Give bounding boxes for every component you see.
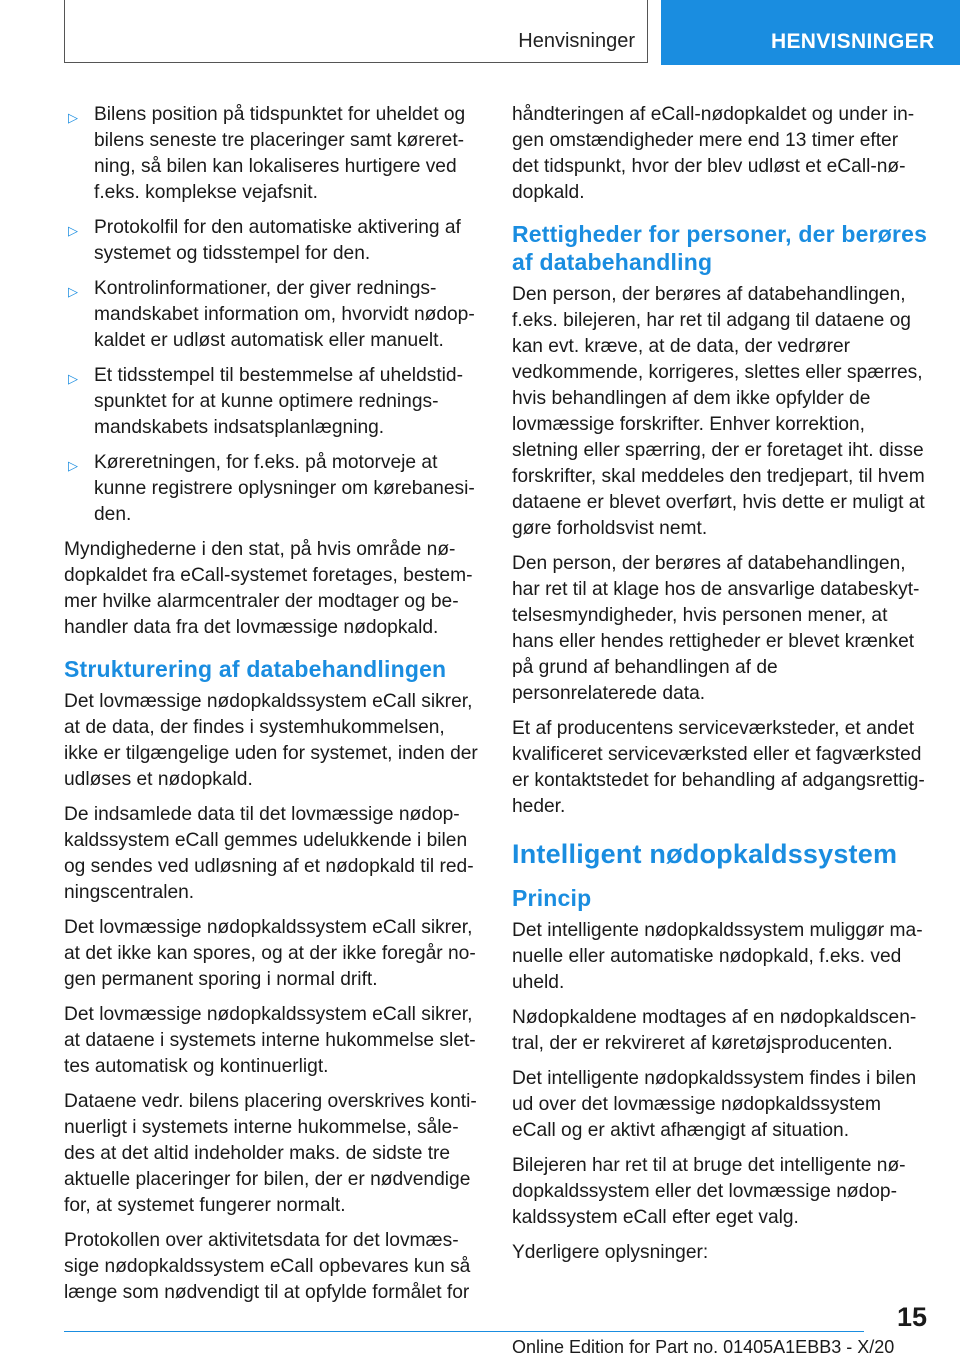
list-item — [64, 215, 480, 267]
paragraph: Dataene vedr. bilens placering overskrives kontinuerligt i systemets interne hukommelse, således at det altid indeholder maks. de sidste tre aktuelle placeringer for bilen, der er nødvendige for, at systemet fungerer normalt. — [64, 1091, 477, 1216]
footer-divider — [64, 1331, 864, 1332]
left-column — [64, 102, 480, 1315]
list-item — [64, 450, 480, 528]
list-item — [64, 102, 480, 206]
edition-footer: Online Edition for Part no. 01405A1EBB3 - X/20 — [512, 1337, 895, 1357]
bullet-text: Et tidsstempel til bestemmelse af uheldstidspunktet for at kunne optimere redningsmandskabets indsatsplanlægning. — [94, 365, 463, 438]
triangle-bullet-icon: ▷ — [68, 284, 78, 299]
triangle-bullet-icon: ▷ — [68, 458, 78, 473]
paragraph: Den person, der berøres af databehandlingen, f.eks. bilejeren, har ret til adgang til dataene og kan evt. kræve, at de data, der vedrører vedkommende, korrigeres, slettes eller spærres, hvis behandlingen af dem ikke opfylder de lovmæssige forskrifter. Enhver korrektion, sletning eller spærring, der er foretaget iht. disse forskrifter, skal meddeles den tredjepart, til hvem dataene er blevet overført, hvis dette er muligt at gøre forholdsvist nemt. — [512, 284, 925, 539]
triangle-bullet-icon: ▷ — [68, 371, 78, 386]
page-number: 15 — [896, 1302, 927, 1332]
paragraph: Et af producentens serviceværksteder, et andet kvalificeret serviceværksted eller et fagværksted er kontaktstedet for behandling af adgangsrettigheder. — [512, 718, 925, 817]
paragraph: Protokollen over aktivitetsdata for det lovmæssige nødopkaldssystem eCall opbevares kun så længe som nødvendigt til at opfylde formålet for — [64, 1230, 471, 1303]
bullet-text: Køreretningen, for f.eks. på motorveje at kunne registrere oplysninger om kørebanesiden. — [94, 452, 475, 525]
data-bullet-list — [64, 102, 480, 528]
paragraph: De indsamlede data til det lovmæssige nødopkaldssystem eCall gemmes udelukkende i bilen og sendes ved udløsning af et nødopkald til redningscentralen. — [64, 804, 474, 903]
right-column — [512, 102, 928, 1275]
list-item — [64, 363, 480, 441]
paragraph: Den person, der berøres af databehandlingen, har ret til at klage hos de ansvarlige databeskyttelsesmyndigheder, hvis personen mener, at hans eller hendes rettigheder er blevet krænket på grund af behandlingen af de personrelaterede data. — [512, 553, 920, 704]
paragraph: Nødopkaldene modtages af en nødopkaldscentral, der er rekvireret af køretøjsproducenten. — [512, 1007, 917, 1054]
paragraph: Det lovmæssige nødopkaldssystem eCall sikrer, at det ikke kan spores, og at der ikke foregår nogen permanent sporing i normal drift. — [64, 917, 476, 990]
bullet-text: Bilens position på tidspunktet for uheldet og bilens seneste tre placeringer samt køreretning, så bilen kan lokaliseres hurtigere ved f.eks. komplekse vejafsnit. — [94, 104, 466, 203]
heading-structuring: Strukturering af databehandlingen — [64, 656, 447, 682]
triangle-bullet-icon: ▷ — [68, 110, 78, 125]
paragraph: Bilejeren har ret til at bruge det intelligente nødopkaldssystem eller det lovmæssige nødopkaldssystem eCall efter eget valg. — [512, 1155, 906, 1228]
paragraph: Det intelligente nødopkaldssystem muliggør manuelle eller automatiske nødopkald, f.eks. ved uheld. — [512, 920, 923, 993]
triangle-bullet-icon: ▷ — [68, 223, 78, 238]
heading-principle: Princip — [512, 885, 592, 911]
heading-rights: Rettigheder for personer, der berøres af databehandling — [512, 221, 928, 275]
paragraph-continued: håndteringen af eCall-nødopkaldet og under ingen omstændigheder mere end 13 timer efter det tidspunkt, hvor der blev udløst et eCall-nødopkald. — [512, 104, 915, 203]
list-item — [64, 276, 480, 354]
paragraph-authorities: Myndighederne i den stat, på hvis område nødopkaldet fra eCall-systemet foretages, bestemmer hvilke alarmcentraler der modtager og behandler data fra det lovmæssige nødopkald. — [64, 539, 473, 638]
paragraph: Yderligere oplysninger: — [512, 1242, 709, 1263]
paragraph: Det lovmæssige nødopkaldssystem eCall sikrer, at de data, der findes i systemhukommelsen, ikke er tilgængelige uden for systemet, inden der udløses et nødopkald. — [64, 691, 478, 790]
chapter-tab[interactable]: HENVISNINGER — [661, 0, 960, 65]
paragraph: Det intelligente nødopkaldssystem findes i bilen ud over det lovmæssige nødopkaldssystem eCall og er aktivt afhængigt af situation. — [512, 1068, 917, 1141]
heading-intelligent-emergency-call: Intelligent nødopkaldssystem — [512, 839, 898, 869]
section-title: Henvisninger — [518, 30, 635, 52]
paragraph: Det lovmæssige nødopkaldssystem eCall sikrer, at dataene i systemets interne hukommelse slettes automatisk og kontinuerligt. — [64, 1004, 476, 1077]
bullet-text: Protokolfil for den automatiske aktivering af systemet og tidsstempel for den. — [94, 217, 461, 264]
header-box — [64, 0, 648, 63]
bullet-text: Kontrolinformationer, der giver redningsmandskabet information om, hvorvidt nødopkaldet er udløst automatisk eller manuelt. — [94, 278, 475, 351]
